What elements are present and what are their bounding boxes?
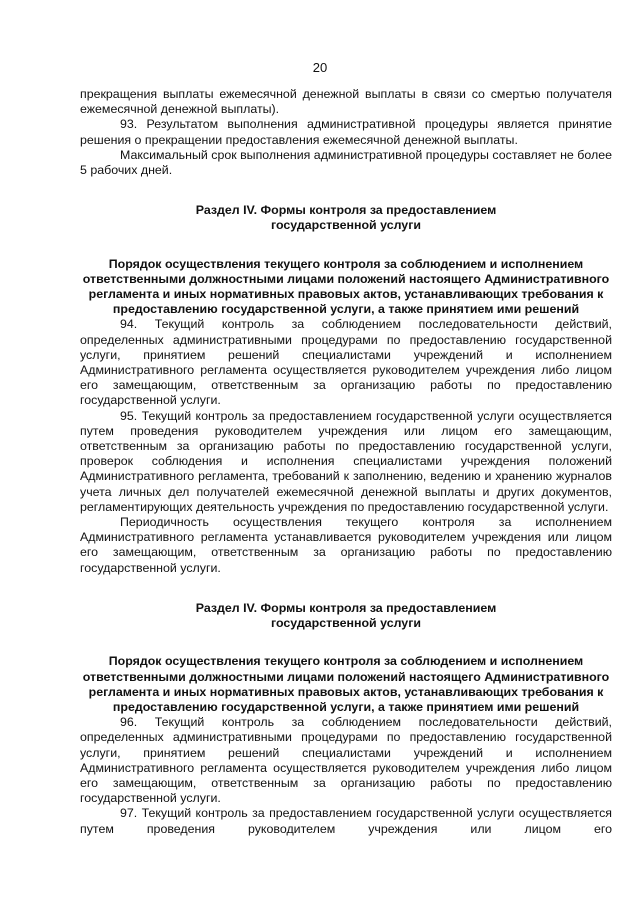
paragraph-96: 96. Текущий контроль за соблюдением последовательности действий, определенных административными процедурами по предоставлению государственной услуги, принятием решений специалистами учреждений и исполнением Административного регламента осуществляется руководителем учреждения либо лицом его замещающим, ответственным за организацию работы по предоставлению государственной услуги. <box>80 715 612 806</box>
paragraph-97: 97. Текущий контроль за предоставлением государственной услуги осуществляется путем проведения руководителем учреждения или лицом его <box>80 806 612 836</box>
paragraph-93: 93. Результатом выполнения административной процедуры является принятие решения о прекращении предоставления ежемесячной денежной выплаты. <box>80 117 612 147</box>
paragraph-periodicity: Периодичность осуществления текущего контроля за исполнением Административного регламента устанавливается руководителем учреждения или лицом его замещающим, ответственным за организацию работы по предоставлению государственной услуги. <box>80 515 612 575</box>
paragraph-94: 94. Текущий контроль за соблюдением последовательности действий, определенных административными процедурами по предоставлению государственной услуги, принятием решений специалистами учреждений и исполнением Административного регламента осуществляется руководителем учреждения либо лицом его замещающим, ответственным за организацию работы по предоставлению государственной услуги. <box>80 317 612 408</box>
subsection-heading: Порядок осуществления текущего контроля за соблюдением и исполнением ответственными должностными лицами положений настоящего Административного регламента и иных нормативных правовых актов, устанавливающих требования к предоставлению государственной услуги, а также принятием ими решений <box>82 256 610 317</box>
section-heading-repeat: Раздел IV. Формы контроля за предоставлением государственной услуги <box>195 600 497 631</box>
page-number: 20 <box>312 60 328 75</box>
paragraph-max-term: Максимальный срок выполнения административной процедуры составляет не более 5 рабочих дней. <box>80 147 612 178</box>
document-body <box>80 87 612 837</box>
section-heading: Раздел IV. Формы контроля за предоставлением государственной услуги <box>195 203 497 233</box>
paragraph-95: 95. Текущий контроль за предоставлением государственной услуги осуществляется путем проведения руководителем учреждения или лицом его замещающим, ответственным за организацию работы по предоставлению государственной услуги, проверок соблюдения и исполнения специалистами учреждения положений Административного регламента, требований к заполнению, ведению и хранению журналов учета личных дел получателей ежемесячной денежной выплаты и других документов, регламентирующих деятельность учреждения по предоставлению государственной услуги. <box>80 408 612 514</box>
subsection-heading-repeat: Порядок осуществления текущего контроля за соблюдением и исполнением ответственными должностными лицами положений настоящего Административного регламента и иных нормативных правовых актов, устанавливающих требования к предоставлению государственной услуги, а также принятием ими решений <box>82 654 610 714</box>
paragraph-continuation: прекращения выплаты ежемесячной денежной выплаты в связи со смертью получателя ежемесячной денежной выплаты). <box>80 87 612 117</box>
